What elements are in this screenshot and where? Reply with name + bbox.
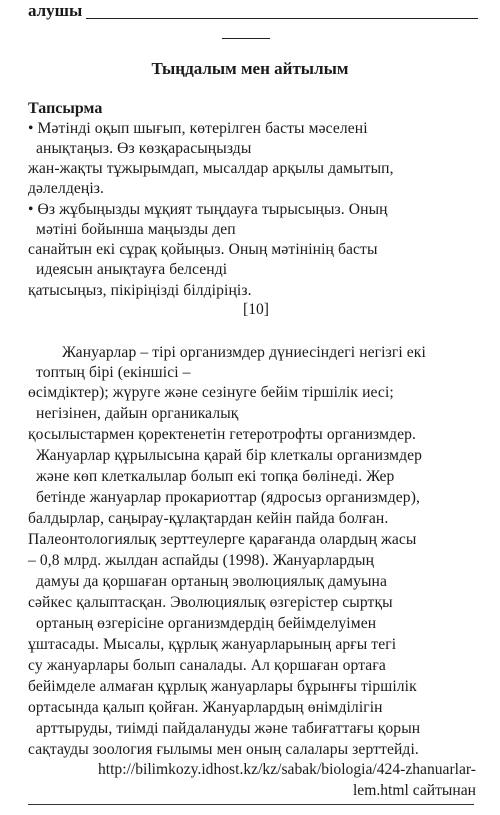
bottom-rule bbox=[28, 804, 474, 805]
task-line: идеясын анықтауға белсенді bbox=[36, 261, 228, 278]
text-line: – 0,8 млрд. жылдан аспайды (1998). Жануарлардың bbox=[28, 552, 375, 569]
text-line: арттыруды, тиімді пайдалануды және табиғаттағы қорын bbox=[36, 720, 421, 737]
score-mark: [10] bbox=[243, 301, 269, 318]
text-line: қосылыстармен қоректенетін гетеротрофты организмдер. bbox=[28, 426, 417, 443]
task-line: • Өз жұбыңызды мұқият тыңдауға тырысыңыз. Оның bbox=[28, 201, 388, 218]
source-url: http://bilimkozy.idhost.kz/kz/sabak/biologia/424-zhanuarlar- bbox=[97, 761, 476, 778]
text-line: дамуы да қоршаған ортаның эволюциялық дамуына bbox=[36, 573, 388, 590]
task-line: қатысыңыз, пікіріңізді білдіріңіз. bbox=[28, 282, 252, 299]
task-line: санайтын екі сұрақ қойыңыз. Оның мәтінінің басты bbox=[28, 241, 378, 258]
text-line: бейімделе алмаған құрлық жануарлары бұрынғы тіршілік bbox=[28, 678, 417, 695]
task-line: жан-жақты тұжырымдап, мысалдар арқылы дамытып, bbox=[28, 160, 394, 177]
name-label: алушы bbox=[28, 1, 83, 20]
task-line: анықтаңыз. Өз көзқарасыңызды bbox=[36, 140, 252, 157]
text-line: сәйкес қалыптасқан. Эволюциялық өзгерістер сыртқы bbox=[28, 594, 393, 611]
text-line: топтың бірі (екіншісі – bbox=[36, 364, 191, 381]
text-line: су жануарлары болып саналады. Ал қоршаған ортаға bbox=[28, 657, 386, 674]
text-line: Палеонтологиялық зерттеулерге қарағанда олардың жасы bbox=[28, 531, 417, 548]
short-divider bbox=[222, 38, 270, 39]
text-line: ортаның өзгерісіне организмдердің бейімделуімен bbox=[36, 615, 377, 632]
source-suffix: lem.html сайтынан bbox=[352, 782, 476, 799]
text-line: өсімдіктер); жүруге және сезінуге бейім тіршілік иесі; bbox=[28, 384, 394, 401]
text-line: балдырлар, саңырау-құлақтардан кейін пайда болған. bbox=[28, 510, 389, 527]
task-line: мәтіні бойынша маңызды деп bbox=[36, 221, 236, 238]
text-line: ортасында қалып қойған. Жануарлардың өнімділігін bbox=[28, 699, 383, 716]
text-line: және көп клеткалылар болып екі топқа бөлінеді. Жер bbox=[36, 468, 395, 485]
name-fill-line bbox=[86, 18, 478, 19]
text-line: Жануарлар – тірі организмдер дүниесіндегі негізгі екі bbox=[62, 344, 426, 361]
text-line: бетінде жануарлар прокариоттар (ядросыз организмдер), bbox=[36, 489, 420, 506]
text-line: негізінен, дайын органикалық bbox=[36, 405, 239, 422]
text-line: Жануарлар құрылысына қарай бір клеткалы организмдер bbox=[36, 447, 423, 464]
text-line: сақтауды зоология ғылымы мен оның салалары зерттейді. bbox=[28, 741, 419, 758]
task-line: • Мәтінді оқып шығып, көтерілген басты мәселені bbox=[28, 120, 368, 137]
task-line: дәлелдеңіз. bbox=[28, 180, 105, 197]
task-heading: Тапсырма bbox=[28, 100, 103, 117]
text-line: ұштасады. Мысалы, құрлық жануарларының арғы тегі bbox=[28, 636, 397, 653]
page-title: Тыңдалым мен айтылым bbox=[151, 59, 349, 78]
name-line bbox=[28, 2, 478, 20]
